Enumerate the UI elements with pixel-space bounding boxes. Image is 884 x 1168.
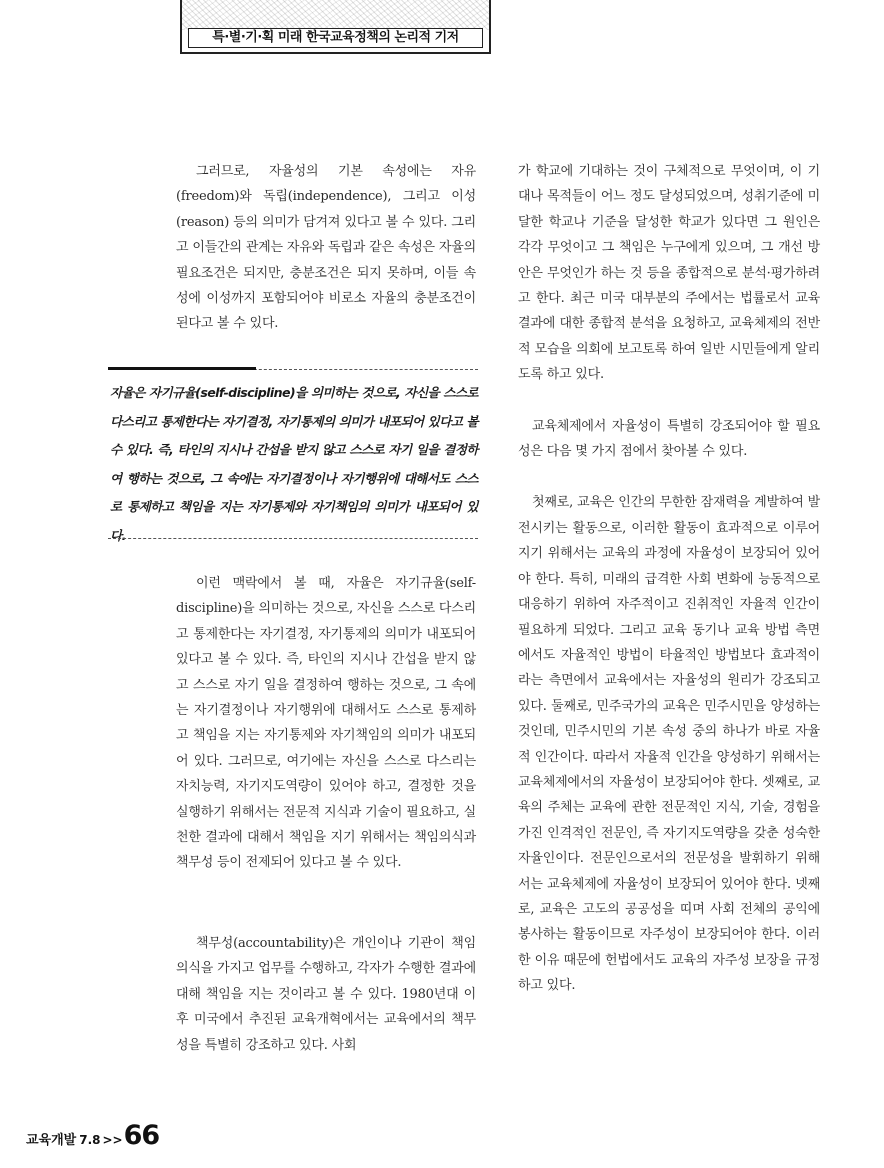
right-column (518, 159, 820, 999)
banner-texture (182, 0, 489, 30)
pull-quote (108, 369, 478, 543)
body-paragraph: 책무성(accountability)은 개인이나 기관이 책임의식을 가지고 업무를 수행하고, 각자가 수행한 결과에 대해 책임을 지는 것이라고 볼 수 있다. 1980년대 이후 미국에서 추진된 교육개혁에서는 교육에서의 책무성을 특별히 강조하고 있다. 사회 (176, 936, 476, 1053)
page-footer (26, 1120, 159, 1160)
pull-quote-text: 자율은 자기규율(self-discipline)을 의미하는 것으로, 자신을 스스로 다스리고 통제한다는 자기결정, 자기통제의 의미가 내포되어 있다고 볼 수 있다. 즉, 타인의 지시나 간섭을 받지 않고 스스로 자기 일을 결정하여 행하는 것으로, 그 속에는 자기결정이나 자기행위에 대해서도 스스로 통제하고 책임을 지는 자기통제와 자기책임의 의미가 내포되어 있다. (110, 385, 478, 543)
page-number: 66 (123, 1120, 160, 1151)
arrow-glyph: >> (102, 1133, 123, 1147)
left-column-middle (176, 571, 476, 876)
issue-number: 7.8 (79, 1133, 101, 1147)
body-paragraph: 교육체제에서 자율성이 특별히 강조되어야 할 필요성은 다음 몇 가지 점에서 찾아볼 수 있다. (518, 418, 820, 460)
body-paragraph: 그러므로, 자율성의 기본 속성에는 자유(freedom)와 독립(independence), 그리고 이성(reason) 등의 의미가 담겨져 있다고 볼 수 있다. 그리고 이들간의 관계는 자유와 독립과 같은 속성은 자율의 필요조건은 되지만, 충분조건은 되지 못하며, 이들 속성에 이성까지 포함되어야 비로소 자율의 충분조건이 된다고 볼 수 있다. (176, 164, 476, 332)
left-column-top (176, 159, 476, 337)
quote-accent-bar (108, 367, 256, 370)
left-column-bottom (176, 931, 476, 1058)
section-title: 특·별·기·획 미래 한국교육정책의 논리적 기저 (188, 28, 483, 48)
body-paragraph: 첫째로, 교육은 인간의 무한한 잠재력을 계발하여 발전시키는 활동으로, 이러한 활동이 효과적으로 이루어지기 위해서는 교육의 과정에 자율성이 보장되어 있어야 한다. 특히, 미래의 급격한 사회 변화에 능동적으로 대응하기 위하여 자주적이고 진취적인 자율적 인간이 필요하게 되었다. 그리고 교육 동기나 교육 방법 측면에서도 자율적인 방법이 타율적인 방법보다 효과적이라는 측면에서 교육에서는 자율성의 원리가 강조되고 있다. 둘째로, 민주국가의 교육은 민주시민을 양성하는 것인데, 민주시민의 기본 속성 중의 하나가 바로 자율적 인간이다. 따라서 자율적 인간을 양성하기 위해서는 교육체제에서의 자율성이 보장되어야 한다. 셋째로, 교육의 주체는 교육에 관한 전문적인 지식, 기술, 경험을 가진 인격적인 전문인, 즉 자기지도역량을 갖춘 성숙한 자율인이다. 전문인으로서의 전문성을 발휘하기 위해서는 교육체제에 자율성이 보장되어 있어야 한다. 넷째로, 교육은 고도의 공공성을 띠며 사회 전체의 공익에 봉사하는 활동이므로 자주성이 보장되어야 한다. 이러한 이유 때문에 헌법에서도 교육의 자주성 보장을 규정하고 있다. (518, 495, 820, 994)
body-paragraph: 가 학교에 기대하는 것이 구체적으로 무엇이며, 이 기대나 목적들이 어느 정도 달성되었으며, 성취기준에 미달한 학교나 기준을 달성한 학교가 있다면 그 원인은 각각 무엇이고 그 책임은 누구에게 있으며, 그 개선 방안은 무엇인가 하는 것 등을 종합적으로 분석·평가하려고 한다. 최근 미국 대부분의 주에서는 법률로서 교육결과에 대한 종합적 분석을 요청하고, 교육체제의 전반적 모습을 의회에 보고토록 하여 일반 시민들에게 알리도록 하고 있다. (518, 164, 820, 383)
magazine-name: 교육개발 (26, 1133, 77, 1148)
quote-bottom-divider (108, 538, 478, 539)
body-paragraph: 이런 맥락에서 볼 때, 자율은 자기규율(self-discipline)을 의미하는 것으로, 자신을 스스로 다스리고 통제한다는 자기결정, 자기통제의 의미가 내포되어 있다고 볼 수 있다. 즉, 타인의 지시나 간섭을 받지 않고 스스로 자기 일을 결정하여 행하는 것으로, 그 속에는 자기결정이나 자기행위에 대해서도 스스로 통제하고 책임을 지는 자기통제와 자기책임의 의미가 내포되어 있다. 그러므로, 여기에는 자신을 스스로 다스리는 자치능력, 자기지도역량이 있어야 하고, 결정한 것을 실행하기 위해서는 전문적 지식과 기술이 필요하고, 실천한 결과에 대해서 책임을 지기 위해서는 책임의식과 책무성 등이 전제되어 있다고 볼 수 있다. (176, 576, 476, 871)
header-banner (180, 0, 491, 54)
